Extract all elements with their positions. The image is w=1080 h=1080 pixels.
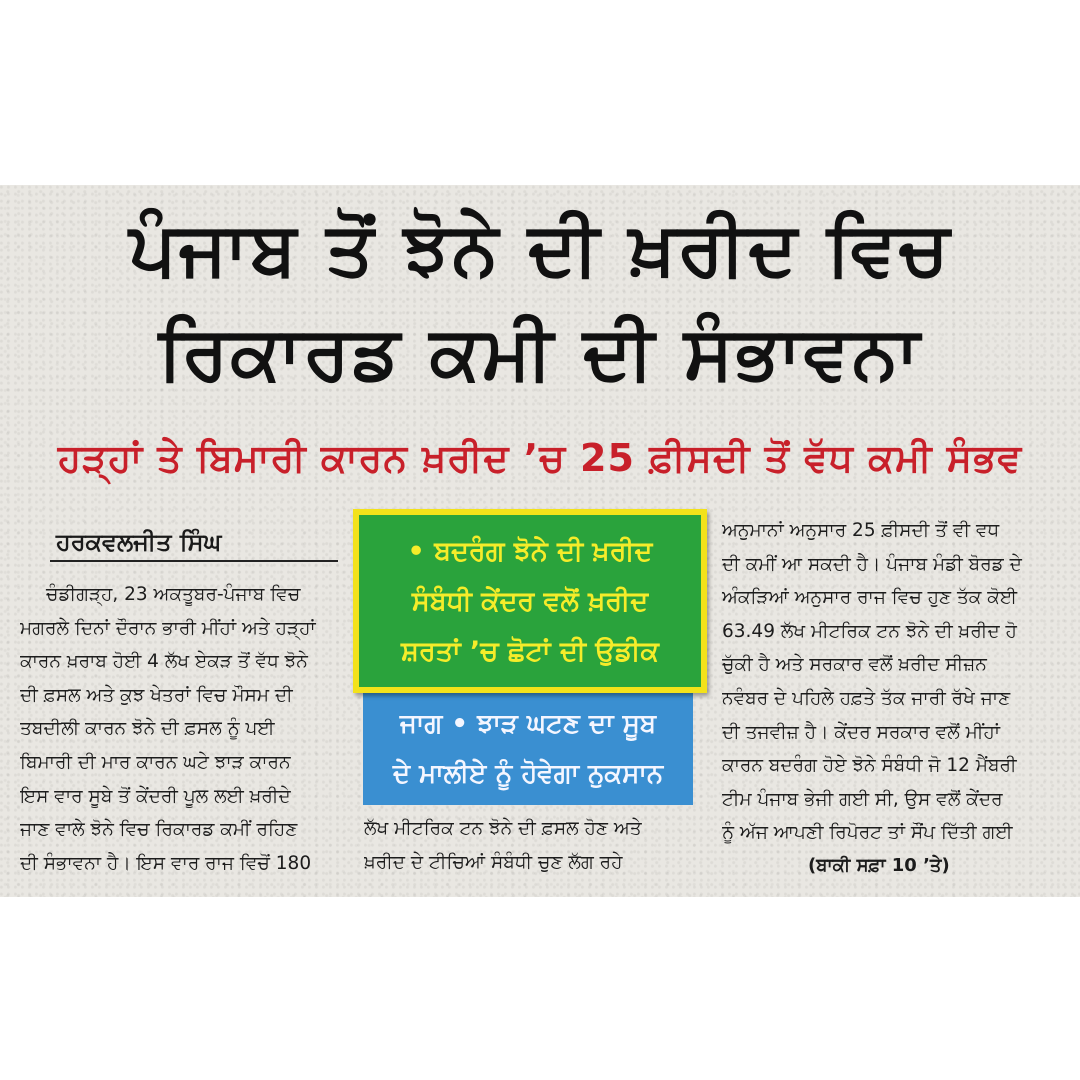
column-line: ਇਸ ਵਾਰ ਸੂਬੇ ਤੋਂ ਕੇਂਦਰੀ ਪੂਲ ਲਈ ਖ਼ਰੀਦੇ bbox=[20, 785, 291, 807]
column-line: ਚੁੱਕੀ ਹੈ ਅਤੇ ਸਰਕਾਰ ਵਲੋਂ ਖ਼ਰੀਦ ਸੀਜ਼ਨ bbox=[722, 654, 987, 676]
article-column-2 bbox=[364, 812, 694, 879]
column-line: ਖ਼ਰੀਦ ਦੇ ਟੀਚਿਆਂ ਸੰਬੰਧੀ ਚੁਣ ਲੱਗ ਰਹੇ bbox=[364, 851, 623, 873]
column-line: ਦੀ ਤਜਵੀਜ਼ ਹੈ। ਕੇਂਦਰ ਸਰਕਾਰ ਵਲੋਂ ਮੀਂਹਾਂ bbox=[722, 721, 1000, 743]
column-line: ਦੀ ਸੰਭਾਵਨਾ ਹੈ। ਇਸ ਵਾਰ ਰਾਜ ਵਿਚੋਂ 180 bbox=[20, 852, 312, 874]
column-line: ਲੱਖ ਮੀਟਰਿਕ ਟਨ ਝੋਨੇ ਦੀ ਫ਼ਸਲ ਹੋਣ ਅਤੇ bbox=[364, 818, 642, 839]
column-line: ਨਵੰਬਰ ਦੇ ਪਹਿਲੇ ਹਫ਼ਤੇ ਤੱਕ ਜਾਰੀ ਰੱਖੇ ਜਾਣ bbox=[722, 687, 1011, 709]
highlight-blue-line: ਜਾਗ • ਝਾੜ ਘਟਣ ਦਾ ਸੂਬ bbox=[399, 709, 657, 739]
continued-note: (ਬਾਕੀ ਸਫ਼ਾ 10 ’ਤੇ) bbox=[808, 855, 950, 876]
article-column-3 bbox=[722, 514, 1064, 850]
column-line: ਬਿਮਾਰੀ ਦੀ ਮਾਰ ਕਾਰਨ ਘਟੇ ਝਾੜ ਕਾਰਨ bbox=[20, 751, 291, 773]
column-line: ਅੰਕੜਿਆਂ ਅਨੁਸਾਰ ਰਾਜ ਵਿਚ ਹੁਣ ਤੱਕ ਕੋਈ bbox=[722, 587, 1018, 609]
highlight-blue-line: ਦੇ ਮਾਲੀਏ ਨੂੰ ਹੋਵੇਗਾ ਨੁਕਸਾਨ bbox=[392, 759, 664, 789]
column-line: ਕਾਰਨ ਖ਼ਰਾਬ ਹੋਈ 4 ਲੱਖ ਏਕੜ ਤੋਂ ਵੱਧ ਝੋਨੇ bbox=[20, 651, 308, 673]
highlight-green-line: ਸੰਬੰਧੀ ਕੇਂਦਰ ਵਲੋਂ ਖ਼ਰੀਦ bbox=[411, 586, 649, 617]
column-line: ਅਨੁਮਾਨਾਂ ਅਨੁਸਾਰ 25 ਫ਼ੀਸਦੀ ਤੋਂ ਵੀ ਵਧ bbox=[722, 520, 1000, 541]
column-line: 63.49 ਲੱਖ ਮੀਟਰਿਕ ਟਨ ਝੋਨੇ ਦੀ ਖ਼ਰੀਦ ਹੋ bbox=[722, 620, 1017, 642]
column-line: ਚੰਡੀਗੜ੍ਹ, 23 ਅਕਤੂਬਰ-ਪੰਜਾਬ ਵਿਚ bbox=[46, 584, 301, 605]
subheadline: ਹੜ੍ਹਾਂ ਤੇ ਬਿਮਾਰੀ ਕਾਰਨ ਖ਼ਰੀਦ ’ਚ 25 ਫ਼ੀਸਦੀ ਤੋਂ ਵੱਧ ਕਮੀ ਸੰਭਵ bbox=[57, 436, 1023, 480]
column-line: ਟੀਮ ਪੰਜਾਬ ਭੇਜੀ ਗਈ ਸੀ, ਉਸ ਵਲੋਂ ਕੇਂਦਰ bbox=[722, 788, 1003, 810]
highlight-box-blue bbox=[363, 693, 693, 805]
column-line: ਕਾਰਨ ਬਦਰੰਗ ਹੋਏ ਝੋਨੇ ਸੰਬੰਧੀ ਜੋ 12 ਮੈਂਬਰੀ bbox=[722, 755, 1017, 777]
highlight-box-green bbox=[353, 509, 707, 693]
column-line: ਮਗਰਲੇ ਦਿਨਾਂ ਦੌਰਾਨ ਭਾਰੀ ਮੀਂਹਾਂ ਅਤੇ ਹੜ੍ਹਾਂ bbox=[20, 617, 316, 639]
column-line: ਜਾਣ ਵਾਲੇ ਝੋਨੇ ਵਿਚ ਰਿਕਾਰਡ ਕਮੀਂ ਰਹਿਣ bbox=[20, 819, 298, 841]
byline: ਹਰਕਵਲਜੀਤ ਸਿੰਘ bbox=[50, 528, 338, 562]
highlight-green-line: ਸ਼ਰਤਾਂ ’ਚ ਛੋਟਾਂ ਦੀ ਉਡੀਕ bbox=[401, 636, 659, 667]
column-line: ਤਬਦੀਲੀ ਕਾਰਨ ਝੋਨੇ ਦੀ ਫ਼ਸਲ ਨੂੰ ਪਈ bbox=[20, 718, 275, 740]
headline-line-1: ਪੰਜਾਬ ਤੋਂ ਝੋਨੇ ਦੀ ਖ਼ਰੀਦ ਵਿਚ bbox=[129, 206, 951, 292]
column-line: ਦੀ ਕਮੀਂ ਆ ਸਕਦੀ ਹੈ। ਪੰਜਾਬ ਮੰਡੀ ਬੋਰਡ ਦੇ bbox=[722, 553, 1022, 575]
column-line: ਦੀ ਫ਼ਸਲ ਅਤੇ ਕੁਝ ਖੇਤਰਾਂ ਵਿਚ ਮੌਸਮ ਦੀ bbox=[20, 684, 293, 706]
headline-line-2: ਰਿਕਾਰਡ ਕਮੀ ਦੀ ਸੰਭਾਵਨਾ bbox=[158, 310, 922, 396]
article-column-1 bbox=[20, 578, 342, 880]
column-line: ਨੂੰ ਅੱਜ ਆਪਣੀ ਰਿਪੋਰਟ ਤਾਂ ਸੌਂਪ ਦਿੱਤੀ ਗਈ bbox=[722, 822, 1013, 844]
highlight-green-line: • ਬਦਰੰਗ ਝੋਨੇ ਦੀ ਖ਼ਰੀਦ bbox=[407, 536, 653, 567]
